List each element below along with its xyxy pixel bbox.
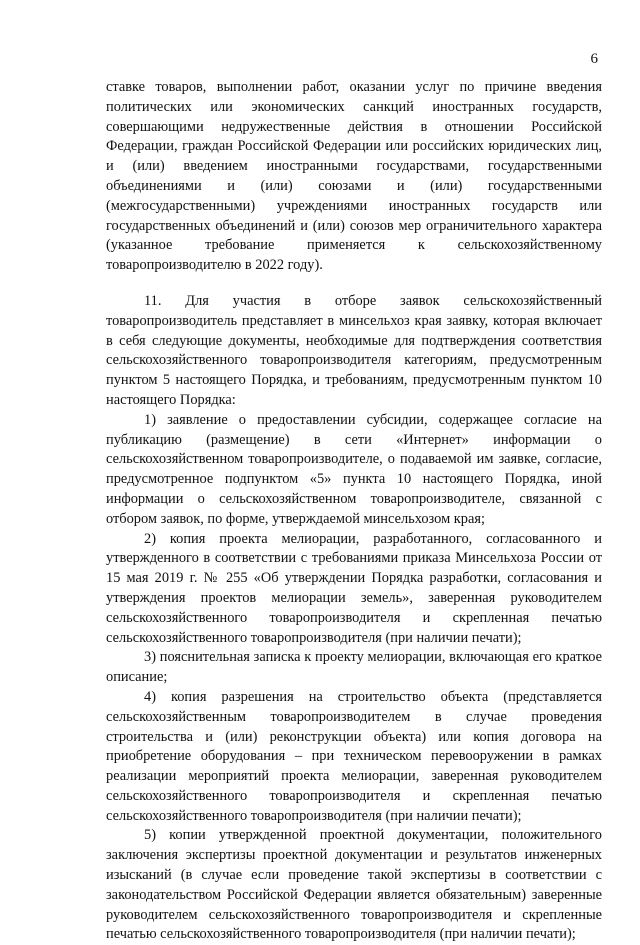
page-number: 6 xyxy=(590,51,598,67)
list-item-2: 2) копия проекта мелиорации, разработанного, согласованного и утвержденного в соответствии с требованиями приказа Минсельхоза России от 15 мая 2019 г. № 255 «Об утверждении Порядка разработки, согласования и утверждения проектов мелиорации земель», заверенная руководителем сельскохозяйственного товаропроизводителя и скрепленная печатью сельскохозяйственного товаропроизводителя (при наличии печати); xyxy=(106,530,602,646)
list-item-5: 5) копии утвержденной проектной документации, положительного заключения экспертизы проектной документации и результатов инженерных изысканий (в случае если проведение такой экспертизы в соответствии с законодательством Российской Федерации является обязательным) заверенные руководителем сельскохозяйственного товаропроизводителя и скрепленные печатью сельскохозяйственного товаропроизводителя (при наличии печати); xyxy=(106,827,602,943)
list-item-4: 4) копия разрешения на строительство объекта (представляется сельскохозяйственным товаропроизводителем в случае проведения строительства и (или) реконструкции объекта) или копия договора на приобретение оборудования – при техническом перевооружении в рамках реализации мероприятий проекта мелиорации, заверенная руководителем сельскохозяйственного товаропроизводителя и скрепленная печатью сельскохозяйственного товаропроизводителя (при наличии печати); xyxy=(106,688,602,824)
list-item-3: 3) пояснительная записка к проекту мелиорации, включающая его краткое описание; xyxy=(106,649,602,686)
paragraph-clause-11: 11. Для участия в отборе заявок сельскохозяйственный товаропроизводитель представляет в минсельхоз края заявку, которая включает в себя следующие документы, необходимые для подтверждения соответствия сельскохозяйственного товаропроизводителя категориям, предусмотренным пунктом 5 настоящего Порядка, и требованиям, предусмотренным пунктом 10 настоящего Порядка: xyxy=(106,292,602,408)
document-body xyxy=(106,78,602,945)
list-item-1: 1) заявление о предоставлении субсидии, содержащее согласие на публикацию (размещение) в сети «Интернет» информации о сельскохозяйственном товаропроизводителе, о подаваемой им заявке, согласие, предусмотренное подпунктом «5» пункта 10 настоящего Порядка, иной информации о сельскохозяйственном товаропроизводителе, связанной с отбором заявок, по форме, утверждаемой минсельхозом края; xyxy=(106,411,602,527)
paragraph-continuation: ставке товаров, выполнении работ, оказании услуг по причине введения политических или экономических санкций иностранных государств, совершающими недружественные действия в отношении Российской Федерации, граждан Российской Федерации или российских юридических лиц, и (или) введением иностранными государствами, государственными объединениями и (или) союзами и (или) государственными (межгосударственными) учреждениями иностранных государств или государственных объединений и (или) союзов мер ограничительного характера (указанное требование применяется к сельскохозяйственному товаропроизводителю в 2022 году). xyxy=(106,79,602,274)
paragraph-gap xyxy=(106,276,602,292)
